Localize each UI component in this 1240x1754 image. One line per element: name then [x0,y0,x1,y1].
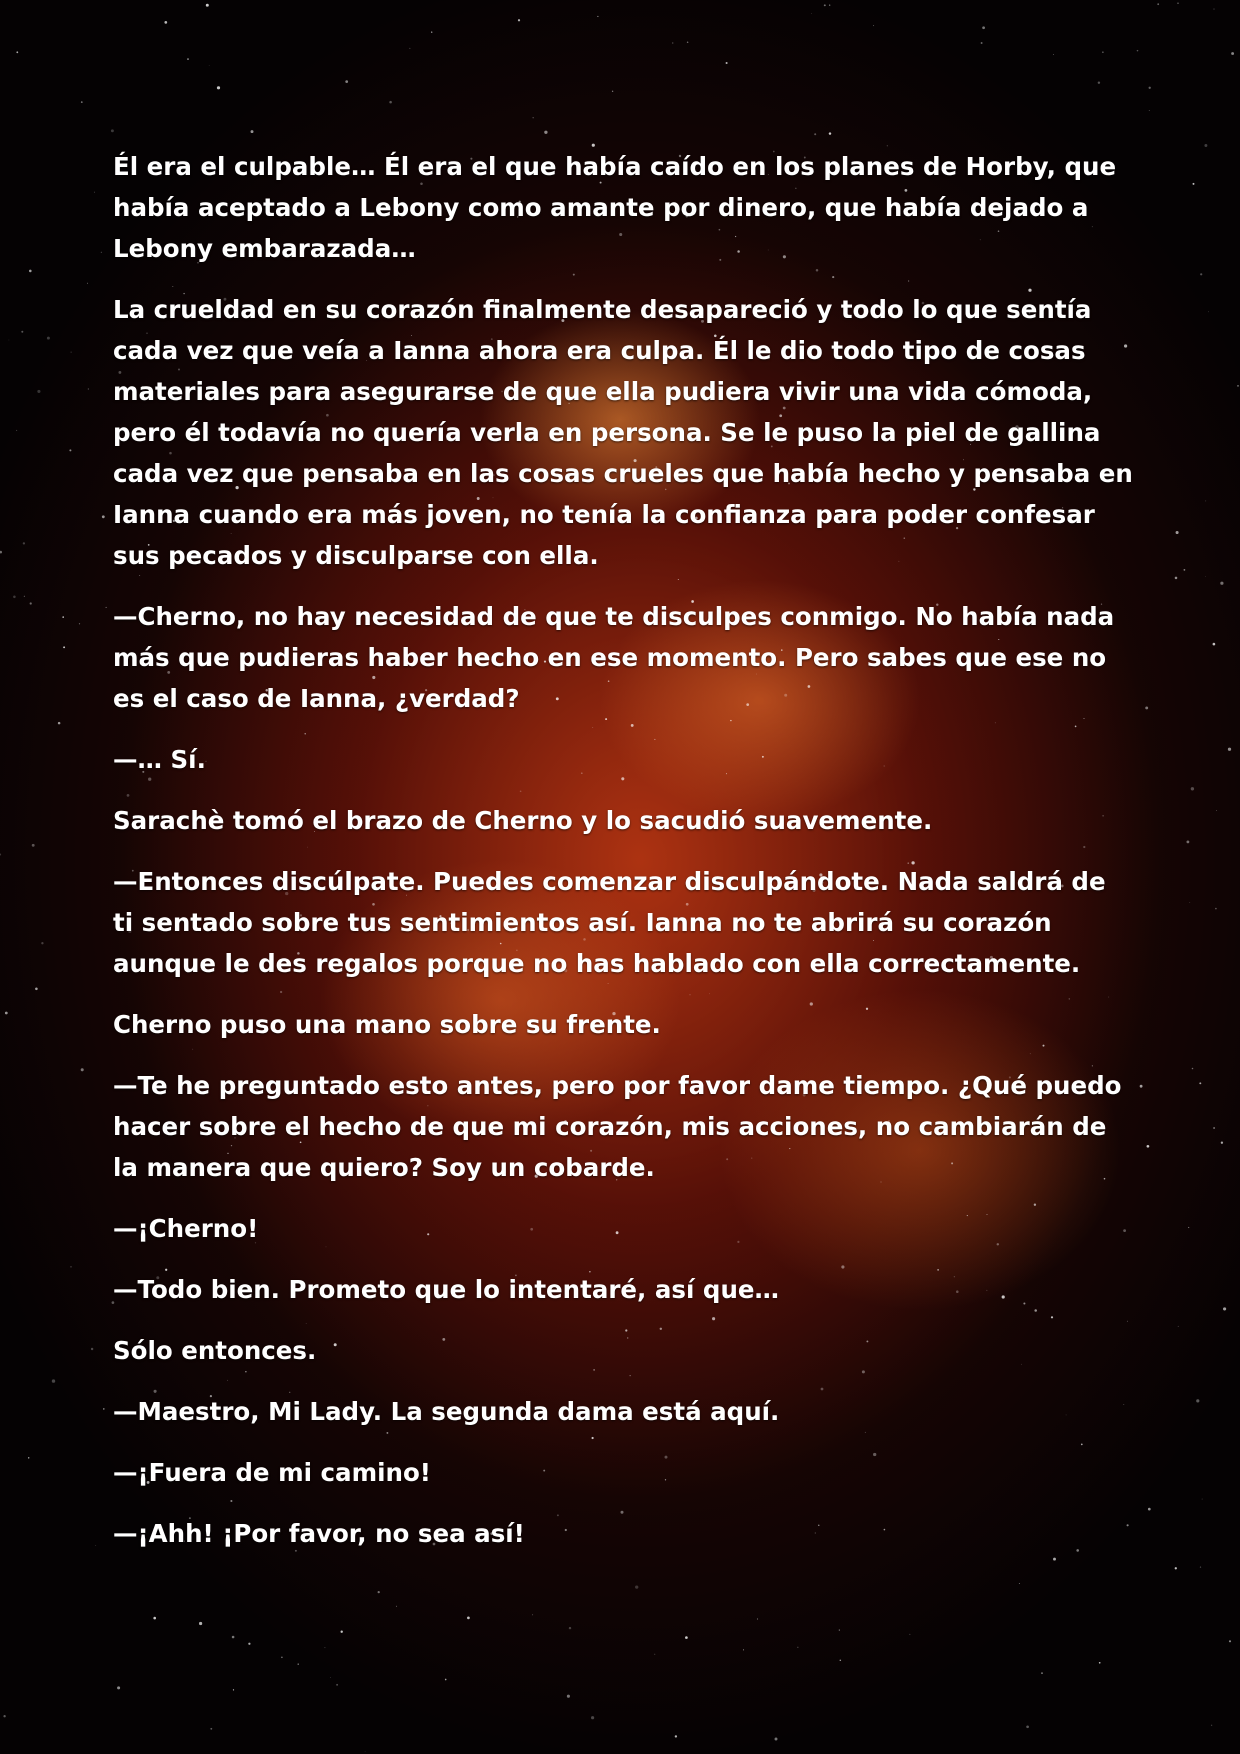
star [336,1684,338,1686]
star [1229,1640,1231,1642]
star [117,1686,120,1689]
star [445,1679,447,1681]
paragraph-6: —Entonces discúlpate. Puedes comenzar disculpándote. Nada saldrá de ti sentado sobre tus sentimientos así. Ianna no te abrirá su corazón aunque le des regalos porque no has hablado con ella correctamente. [113,867,1106,978]
star [91,1348,93,1350]
star [1019,1583,1020,1584]
star [63,646,65,648]
star [910,1634,911,1635]
star [330,1677,331,1678]
star [324,1647,325,1648]
star [1228,748,1231,751]
star [3,1715,5,1717]
star [1148,1508,1151,1511]
star [597,16,598,17]
star [1137,50,1139,52]
star [1214,9,1215,10]
star [16,430,17,431]
paragraph-3: —Cherno, no hay necesidad de que te disculpes conmigo. No había nada más que pudieras haber hecho en ese momento. Pero sabes que ese no es el caso de Ianna, ¿verdad? [113,602,1115,713]
star [687,42,689,44]
star [982,26,985,29]
star [1192,1068,1194,1070]
paragraph-5: Sarachè tomó el brazo de Cherno y lo sacudió suavemente. [113,806,933,835]
star [37,390,40,393]
star [873,25,874,26]
star [757,1618,758,1619]
star [654,1654,655,1655]
star [217,86,220,89]
star [1041,1672,1043,1674]
star [29,270,32,273]
star [41,942,43,944]
paragraph-8: —Te he preguntado esto antes, pero por favor dame tiempo. ¿Qué puedo hacer sobre el hecho de que mi corazón, mis acciones, no cambiarán de la manera que quiero? Soy un cobarde. [113,1071,1122,1182]
paragraph-1: Él era el culpable… Él era el que había caído en los planes de Horby, que había aceptado a Lebony como amante por dinero, que había dejado a Lebony embarazada… [113,152,1117,263]
star [1202,1499,1203,1500]
star [467,1617,470,1620]
star [24,596,25,597]
star [1099,1662,1101,1664]
star [1149,87,1151,89]
star [28,1457,29,1458]
star [1188,1227,1189,1228]
star [1145,706,1148,709]
star [248,1643,250,1645]
star [685,1636,688,1639]
paragraph-10: —Todo bien. Prometo que lo intentaré, así que… [113,1275,780,1304]
star [23,542,25,544]
star [210,1728,212,1730]
star [1178,1326,1179,1327]
star [164,21,167,24]
star [1186,840,1189,843]
star [1102,52,1103,53]
star [9,340,10,341]
star [81,1068,84,1071]
star [1157,3,1159,5]
star [1193,183,1195,185]
star [1175,577,1178,580]
document-page [113,146,1133,1574]
star [94,192,95,193]
star [1204,144,1207,147]
star [79,623,80,624]
star [103,1408,105,1410]
star [21,331,23,333]
paragraph-7: Cherno puso una mano sobre su frente. [113,1010,661,1039]
star [1213,643,1216,646]
star [814,133,816,135]
star [1176,531,1179,534]
star [743,1649,744,1650]
star [16,51,18,53]
star [1223,1307,1226,1310]
star [840,1660,841,1661]
star [69,449,71,451]
star [88,388,89,389]
star [199,1622,202,1625]
star [281,1657,283,1659]
star [612,91,613,92]
star [102,515,105,518]
paragraph-13: —¡Fuera de mi camino! [113,1458,431,1487]
star [1147,1145,1150,1148]
star [71,1266,72,1267]
star [1191,787,1194,790]
star [410,48,411,49]
star [532,1614,533,1615]
paragraph-9: —¡Cherno! [113,1214,259,1243]
star [389,101,392,104]
star [87,283,88,284]
star [5,1012,8,1015]
paragraph-12: —Maestro, Mi Lady. La segunda dama está aquí. [113,1397,780,1426]
star [81,101,83,103]
star [569,1627,571,1629]
star [345,80,348,83]
star [981,42,983,44]
star [824,4,826,6]
star [30,602,32,604]
star [0,854,1,856]
star [1199,1082,1201,1084]
star [396,1606,397,1607]
star [567,1695,570,1698]
star [533,117,534,118]
star [1215,908,1217,910]
star [811,13,812,14]
paragraph-4: —… Sí. [113,745,206,774]
star [1237,385,1239,387]
star [1098,81,1100,83]
paragraph-2: La crueldad en su corazón finalmente desapareció y todo lo que sentía cada vez que veía a Ianna ahora era culpa. Él le dio todo tipo de cosas materiales para asegurarse de que ella pudiera vivir una vida cómoda, pero él todavía no quería verla en persona. Se le puso la piel de gallina cada vez que pensaba en las cosas crueles que había hecho y pensaba en Ianna cuando era más joven, no tenía la confianza para poder confesar sus pecados y disculparse con ella. [113,295,1133,570]
star [106,607,107,608]
star [1216,810,1217,811]
star [341,1631,343,1633]
star [35,988,38,991]
star [1189,902,1190,903]
star [153,1617,156,1620]
star [1205,500,1206,501]
star [544,131,547,134]
star [101,252,102,253]
star [111,129,114,132]
star [1200,1566,1201,1567]
star [232,1636,235,1639]
star [251,130,254,133]
star [839,1630,840,1631]
star [1026,1725,1029,1728]
star [209,65,210,66]
star [635,1585,638,1588]
star [1140,1085,1143,1088]
star [1053,54,1054,55]
paragraph-11: Sólo entonces. [113,1336,317,1365]
paragraph-14: —¡Ahh! ¡Por favor, no sea así! [113,1519,525,1548]
star [365,1751,366,1752]
star [1183,569,1185,571]
star [1211,1725,1212,1726]
star [378,1591,380,1593]
star [1177,2,1178,3]
star [1175,1567,1177,1569]
star [298,1663,299,1664]
star [1200,273,1202,275]
star [1221,1142,1223,1144]
star [1208,311,1209,312]
star [32,844,35,847]
star [1196,1399,1199,1402]
star [797,1647,798,1648]
star [1220,582,1223,585]
star [518,19,520,21]
star [672,42,673,43]
star [431,31,432,32]
star [675,1735,677,1737]
star [206,4,209,7]
star [71,352,72,353]
star [47,337,50,340]
star [1213,1127,1215,1129]
star [52,1379,55,1382]
star [58,722,61,725]
star [829,5,830,6]
star [726,62,728,64]
star [1149,110,1150,111]
star [1231,52,1234,55]
star [1205,576,1206,577]
star [591,1716,594,1719]
star [13,596,16,599]
star [95,1545,96,1546]
star [775,1738,778,1741]
star [62,616,64,618]
star [829,132,831,134]
star [233,1689,234,1690]
star [187,58,189,60]
star [0,551,2,554]
